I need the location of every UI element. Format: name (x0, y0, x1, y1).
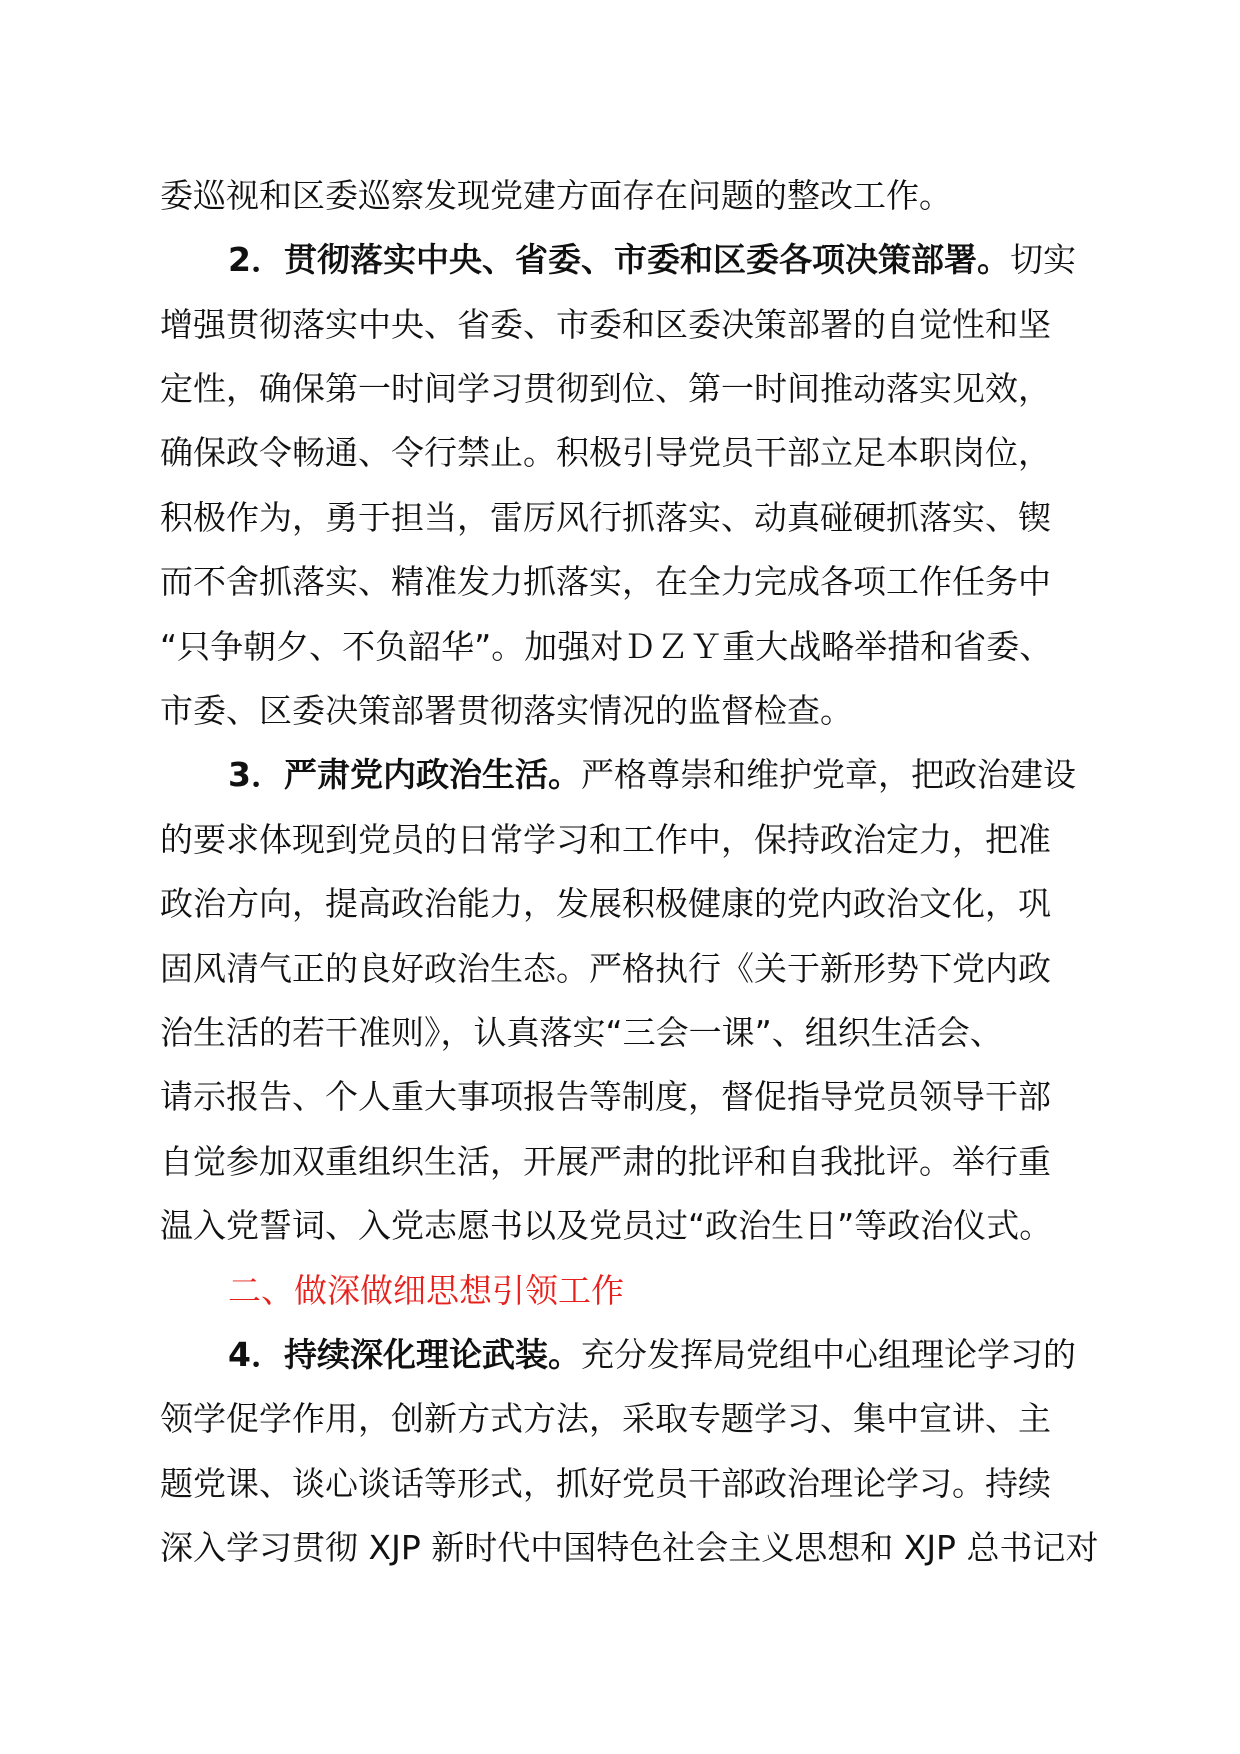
paragraph-line (160, 615, 1100, 679)
numbered-item-3 (228, 743, 1100, 807)
paragraph-line (160, 679, 1100, 743)
line-text: 自觉参加双重组织生活，开展严肃的批评和自我批评。举行重 (160, 1142, 1051, 1181)
line-text: 治生活的若干准则》，认真落实“三会一课”、组织生活会、 (160, 1013, 1003, 1052)
paragraph-line (160, 1387, 1100, 1451)
numbered-item-2 (228, 228, 1100, 292)
line-text: 确保政令畅通、令行禁止。积极引导党员干部立足本职岗位， (160, 433, 1051, 472)
line-text: 切实 (1009, 240, 1076, 279)
paragraph-line (160, 1194, 1100, 1258)
paragraph-line (160, 550, 1100, 614)
item-heading: 2．贯彻落实中央、省委、市委和区委各项决策部署。 (228, 240, 1010, 279)
paragraph-line (160, 1130, 1100, 1194)
paragraph-line (160, 1065, 1100, 1129)
line-text: 领学促学作用，创新方式方法，采取专题学习、集中宣讲、主 (160, 1399, 1051, 1438)
line-text: 深入学习贯彻 XJP 新时代中国特色社会主义思想和 XJP 总书记对 (160, 1528, 1099, 1567)
line-text: 委巡视和区委巡察发现党建方面存在问题的整改工作。 (160, 176, 952, 215)
line-text: 积极作为，勇于担当，雷厉风行抓落实、动真碰硬抓落实、锲 (160, 498, 1051, 537)
line-text: 定性，确保第一时间学习贯彻到位、第一时间推动落实见效， (160, 369, 1051, 408)
line-text: 充分发挥局党组中心组理论学习的 (580, 1335, 1076, 1374)
line-text: 增强贯彻落实中央、省委、市委和区委决策部署的自觉性和坚 (160, 305, 1051, 344)
paragraph-line (160, 486, 1100, 550)
line-text: 而不舍抓落实、精准发力抓落实，在全力完成各项工作任务中 (160, 562, 1051, 601)
paragraph-line (160, 421, 1100, 485)
paragraph-line (160, 1452, 1100, 1516)
line-text: 政治方向，提高政治能力，发展积极健康的党内政治文化，巩 (160, 884, 1051, 923)
paragraph-line (160, 808, 1100, 872)
paragraph-line (160, 1001, 1100, 1065)
paragraph-line (160, 293, 1100, 357)
line-text: “只争朝夕、不负韶华”。加强对ＤＺＹ重大战略举措和省委、 (160, 627, 1053, 666)
line-text: 严格尊崇和维护党章，把政治建设 (580, 755, 1076, 794)
paragraph-line (160, 1516, 1100, 1580)
paragraph-line (160, 164, 1100, 228)
item-heading: 4．持续深化理论武装。 (228, 1335, 581, 1374)
line-text: 题党课、谈心谈话等形式，抓好党员干部政治理论学习。持续 (160, 1464, 1051, 1503)
paragraph-line (160, 357, 1100, 421)
item-heading: 3．严肃党内政治生活。 (228, 755, 581, 794)
numbered-item-4 (228, 1323, 1100, 1387)
line-text: 市委、区委决策部署贯彻落实情况的监督检查。 (160, 691, 853, 730)
paragraph-line (160, 937, 1100, 1001)
line-text: 的要求体现到党员的日常学习和工作中，保持政治定力，把准 (160, 820, 1051, 859)
paragraph-line (160, 872, 1100, 936)
line-text: 固风清气正的良好政治生态。严格执行《关于新形势下党内政 (160, 949, 1051, 988)
line-text: 温入党誓词、入党志愿书以及党员过“政治生日”等政治仪式。 (160, 1206, 1053, 1245)
line-text: 请示报告、个人重大事项报告等制度，督促指导党员领导干部 (160, 1077, 1051, 1116)
section-heading (228, 1259, 1100, 1323)
section-heading-text: 二、做深做细思想引领工作 (228, 1271, 624, 1310)
